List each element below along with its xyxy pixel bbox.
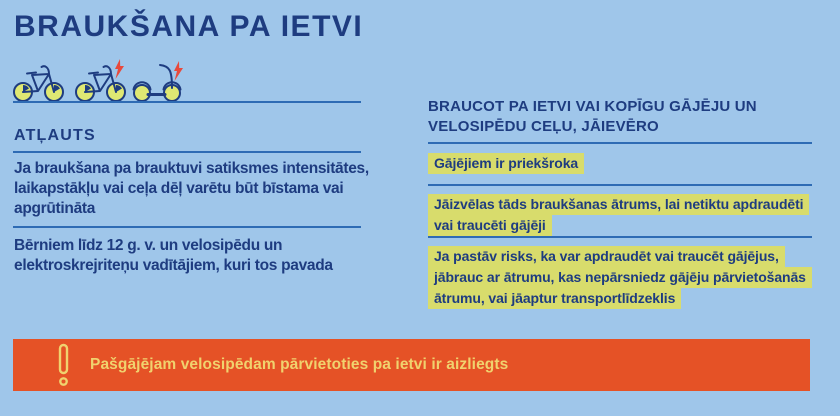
warning-banner: [13, 339, 810, 391]
allowed-heading: ATĻAUTS: [14, 127, 96, 144]
divider: [428, 184, 812, 186]
electric-scooter-icon: [134, 61, 184, 101]
highlighted-text: Gājējiem ir priekšroka: [428, 153, 584, 174]
highlighted-text: Jāizvēlas tāds braukšanas ātrums, lai netiktu apdraudēti vai traucēti gājēji: [428, 194, 809, 236]
divider: [13, 151, 361, 153]
rules-heading: BRAUCOT PA IETVI VAI KOPĪGU GĀJĒJU UN VELOSIPĒDU CEĻU, JĀIEVĒRO: [428, 98, 757, 135]
rule-item-3: [428, 246, 820, 309]
bicycle-icon: [14, 66, 63, 101]
rule-item-1: [428, 153, 820, 174]
allowed-item-2: Bērniem līdz 12 g. v. un velosipēdu un elektroskrejriteņu vadītājiem, kuri tos pavada: [14, 237, 333, 274]
lightning-icon: [174, 61, 183, 81]
highlighted-text: Ja pastāv risks, ka var apdraudēt vai traucēt gājējus, jābrauc ar ātrumu, kas nepārsniedz gājēju pārvietošanās ātrumu, vai jāaptur transportlīdzeklis: [428, 246, 812, 309]
icons-baseline-divider: [13, 101, 361, 103]
divider: [428, 142, 812, 144]
electric-bicycle-icon: [76, 59, 125, 101]
lightning-icon: [115, 59, 124, 79]
exclamation-icon: [55, 343, 72, 387]
vehicle-icons-row: [12, 57, 187, 103]
rule-item-2: [428, 194, 820, 236]
allowed-item-1: Ja braukšana pa brauktuvi satiksmes intensitātes, laikapstākļu vai ceļa dēļ varētu būt bīstama vai apgrūtināta: [14, 160, 369, 217]
warning-text: Pašgājējam velosipēdam pārvietoties pa ietvi ir aizliegts: [90, 356, 509, 373]
vehicle-icons-graphic: [12, 57, 187, 103]
page-title: BRAUKŠANA PA IETVI: [14, 10, 364, 43]
divider: [428, 236, 812, 238]
divider: [13, 226, 361, 228]
